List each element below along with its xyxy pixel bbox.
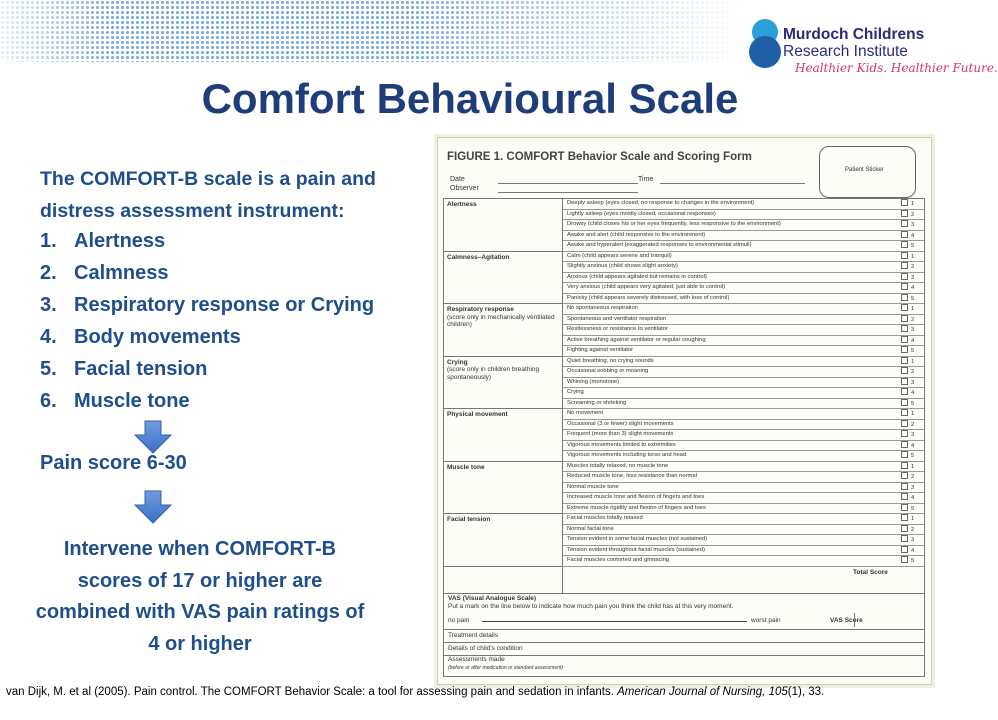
table-row: Extreme muscle rigidity and flexion of fingers and toes 5: [563, 504, 924, 515]
table-row: Crying 4: [563, 388, 924, 399]
table-row: Fighting against ventilator 5: [563, 346, 924, 357]
table-row: No spontaneous respiration 1: [563, 304, 924, 315]
score-checkbox[interactable]: 4: [901, 283, 914, 293]
assessments-made: Assessments made (before or after medication or standard assessment): [448, 656, 564, 671]
vas-score-label: VAS Score: [830, 617, 863, 624]
category-cell: Alertness: [444, 199, 562, 252]
score-checkbox[interactable]: 1: [901, 514, 914, 524]
table-row: Frequent (more than 3) slight movements 3: [563, 430, 924, 441]
logo-name-line1: Murdoch Childrens: [783, 26, 925, 43]
list-item: 6. Muscle tone: [40, 390, 190, 412]
treatment-details: Treatment details: [444, 630, 924, 643]
table-row: Tension evident in some facial muscles (not sustained) 3: [563, 535, 924, 546]
time-line: [660, 183, 805, 184]
form-lower-section: [443, 593, 925, 677]
vas-instruction: Put a mark on the line below to indicate how much pain you think the child has at this very moment.: [448, 603, 734, 610]
patient-sticker-box: Patient Sticker: [819, 146, 916, 198]
table-row: Awake and hyperalert (exaggerated responses to environmental stimuli) 5: [563, 241, 924, 252]
score-checkbox[interactable]: 2: [901, 210, 914, 220]
down-arrow-icon: [133, 490, 173, 524]
table-row: Restlessness or resistance to ventilator 3: [563, 325, 924, 336]
category-cell: Respiratory response (score only in mechanically ventilated children): [444, 304, 562, 357]
mcri-logo: [745, 14, 998, 84]
score-checkbox[interactable]: 4: [901, 388, 914, 398]
list-item: 4. Body movements: [40, 326, 241, 348]
comfort-scoring-form: [437, 137, 932, 685]
score-checkbox[interactable]: 2: [901, 262, 914, 272]
vas-score-box: [854, 613, 921, 627]
score-checkbox[interactable]: 1: [901, 409, 914, 419]
table-row: Increased muscle tone and flexion of fingers and toes 4: [563, 493, 924, 504]
table-row: Lightly asleep (eyes mostly closed, occasional responses) 2: [563, 210, 924, 221]
table-row: Panicky (child appears severely distressed, with loss of control) 5: [563, 294, 924, 305]
vas-left-label: no pain: [448, 617, 470, 624]
observer-label: Observer: [450, 185, 479, 192]
score-checkbox[interactable]: 1: [901, 357, 914, 367]
list-item: 3. Respiratory response or Crying: [40, 294, 375, 316]
table-row: Normal facial tone 2: [563, 525, 924, 536]
score-checkbox[interactable]: 3: [901, 273, 914, 283]
score-checkbox[interactable]: 2: [901, 367, 914, 377]
child-condition: Details of child's condition: [444, 643, 924, 656]
vas-title: VAS (Visual Analogue Scale): [448, 595, 537, 602]
vas-section: [444, 593, 924, 630]
table-row: Very anxious (child appears very agitated, just able to control) 4: [563, 283, 924, 294]
logo-tagline: Healthier Kids. Healthier Future.: [795, 61, 998, 75]
logo-circles-icon: [745, 18, 785, 70]
category-cell: Calmness–Agitation: [444, 252, 562, 305]
table-row: No movement 1: [563, 409, 924, 420]
dot-pattern-banner: [0, 0, 745, 62]
table-row: Active breathing against ventilator or regular coughing 4: [563, 336, 924, 347]
score-checkbox[interactable]: 5: [901, 346, 914, 356]
score-checkbox[interactable]: 3: [901, 220, 914, 230]
table-row: Deeply asleep (eyes closed, no response to changes in the environment) 1: [563, 199, 924, 210]
score-checkbox[interactable]: 5: [901, 294, 914, 304]
table-row: Drowsy (child closes his or her eyes frequently, less responsive to the environment) 3: [563, 220, 924, 231]
list-item: 2. Calmness: [40, 262, 169, 284]
table-row: Vigorous movements limited to extremities 4: [563, 441, 924, 452]
score-checkbox[interactable]: 4: [901, 546, 914, 556]
category-cell: Crying (score only in children breathing spontaneously): [444, 357, 562, 410]
score-checkbox[interactable]: 3: [901, 535, 914, 545]
score-checkbox[interactable]: 4: [901, 441, 914, 451]
table-row: Screaming or shrieking 5: [563, 399, 924, 410]
score-checkbox[interactable]: 4: [901, 493, 914, 503]
score-checkbox[interactable]: 1: [901, 199, 914, 209]
score-checkbox[interactable]: 3: [901, 430, 914, 440]
table-row: Reduced muscle tone, less resistance than normal 2: [563, 472, 924, 483]
table-row: Normal muscle tone 3: [563, 483, 924, 494]
score-checkbox[interactable]: 3: [901, 325, 914, 335]
vas-right-label: worst pain: [751, 617, 781, 624]
table-row: Facial muscles contorted and grimacing 5: [563, 556, 924, 567]
table-row: Vigorous movements including torso and head 5: [563, 451, 924, 462]
date-label: Date: [450, 176, 465, 183]
table-row: Tension evident throughout facial muscles (sustained) 4: [563, 546, 924, 557]
category-cell: Physical movement: [444, 409, 562, 462]
score-checkbox[interactable]: 3: [901, 483, 914, 493]
category-cell: Facial tension: [444, 514, 562, 567]
vas-line: [482, 621, 747, 622]
score-checkbox[interactable]: 4: [901, 336, 914, 346]
score-checkbox[interactable]: 5: [901, 556, 914, 566]
score-checkbox[interactable]: 5: [901, 241, 914, 251]
pain-score-text: Pain score 6-30: [40, 452, 187, 474]
component-list: [40, 227, 374, 419]
list-item: 5. Facial tension: [40, 358, 208, 380]
table-row: Awake and alert (child responsive to the environment) 4: [563, 231, 924, 242]
score-checkbox[interactable]: 5: [901, 504, 914, 514]
total-score-row: Total Score: [853, 568, 888, 576]
table-row: Anxious (child appears agitated but remains in control) 3: [563, 273, 924, 284]
list-item: 1. Alertness: [40, 230, 166, 252]
table-row: Calm (child appears serene and tranquil) 1: [563, 252, 924, 263]
score-checkbox[interactable]: 1: [901, 252, 914, 262]
date-line: [498, 183, 638, 184]
score-checkbox[interactable]: 1: [901, 462, 914, 472]
time-label: Time: [638, 176, 654, 183]
table-row: Facial muscles totally relaxed 1: [563, 514, 924, 525]
logo-name-line2: Research Institute: [783, 43, 908, 60]
score-checkbox[interactable]: 2: [901, 420, 914, 430]
score-checkbox[interactable]: 2: [901, 315, 914, 325]
table-row: Slightly anxious (child shows slight anxiety) 2: [563, 262, 924, 273]
score-checkbox[interactable]: 2: [901, 472, 914, 482]
table-row: Muscles totally relaxed, no muscle tone 1: [563, 462, 924, 473]
page-title: Comfort Behavioural Scale: [201, 75, 739, 122]
score-checkbox[interactable]: 5: [901, 451, 914, 461]
scale-grid: [443, 198, 925, 594]
score-checkbox[interactable]: 3: [901, 378, 914, 388]
intro-text: The COMFORT-B scale is a pain and distress assessment instrument:: [40, 168, 376, 222]
table-row: Spontaneous and ventilator respiration 2: [563, 315, 924, 326]
score-checkbox[interactable]: 4: [901, 231, 914, 241]
score-checkbox[interactable]: 5: [901, 399, 914, 409]
category-cell: Muscle tone: [444, 462, 562, 515]
citation: van Dijk, M. et al (2005). Pain control. The COMFORT Behavior Scale: a tool for assessing pain and sedation in infants. American Journal of Nursing, 105(1), 33.: [6, 686, 825, 698]
table-row: Occasional sobbing or moaning 2: [563, 367, 924, 378]
score-checkbox[interactable]: 2: [901, 525, 914, 535]
score-checkbox[interactable]: 1: [901, 304, 914, 314]
observer-line: [498, 192, 638, 193]
table-row: Whining (monotone) 3: [563, 378, 924, 389]
table-row: Quiet breathing, no crying sounds 1: [563, 357, 924, 368]
down-arrow-icon: [133, 420, 173, 454]
form-title: FIGURE 1. COMFORT Behavior Scale and Scoring Form: [447, 151, 752, 163]
table-row: Occasional (3 or fewer) slight movements 2: [563, 420, 924, 431]
intervention-text: Intervene when COMFORT-B scores of 17 or higher are combined with VAS pain ratings of 4 or higher: [35, 538, 365, 655]
